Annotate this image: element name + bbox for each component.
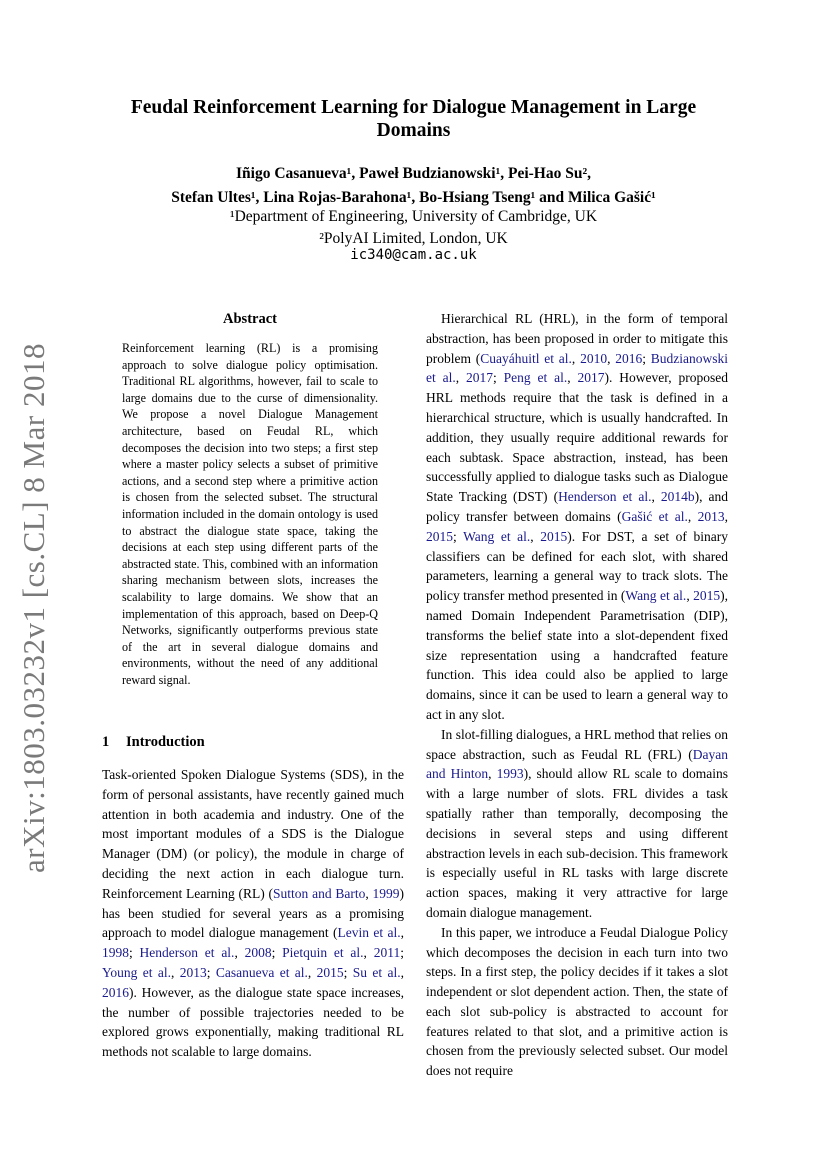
author-list	[100, 162, 727, 210]
citation-link[interactable]: 2015	[693, 588, 721, 604]
citation-link[interactable]: 2011	[373, 945, 401, 961]
text-run: ;	[343, 964, 353, 980]
citation-link[interactable]: 2017	[466, 370, 494, 386]
text-run: ), should allow RL scale to domains with a large number of slots. FRL divides a task spatially rather than temporally, decomposing the decisions in several steps and using different abstraction levels in each sub-decision. This framework is especially useful in RL tasks with large discrete action spaces, making it very attractive for large domain dialogue management.	[426, 766, 728, 920]
text-run: ,	[488, 766, 497, 782]
citation-link[interactable]: Gašić et al.	[621, 508, 688, 524]
text-run: ,	[455, 370, 467, 386]
section-heading-introduction	[102, 734, 205, 751]
text-run: ,	[607, 350, 616, 366]
author-line-2: Stefan Ultes¹, Lina Rojas-Barahona¹, Bo-Hsiang Tseng¹ and Milica Gašić¹	[171, 189, 656, 206]
citation-link[interactable]: Peng et al.	[503, 370, 568, 386]
text-run: ), and policy transfer between domains (	[426, 489, 728, 524]
citation-link[interactable]: 1999	[372, 885, 400, 901]
text-run: ,	[567, 370, 578, 386]
citation-link[interactable]: Dayan and Hinton	[426, 746, 728, 782]
text-run: ,	[363, 945, 374, 961]
abstract-text: Reinforcement learning (RL) is a promising approach to solve dialogue policy optimisation. Traditional RL algorithms, however, fail to scale to large domains due to the curse of dimensionality. We propose a novel Dialogue Management architecture, based on Feudal RL, which decomposes the decision into two steps; a first step where a master policy selects a subset of primitive actions, and a second step where a primitive action is chosen from the selected subset. The structural information included in the domain ontology is used to abstract the dialogue state space, taking the decisions at each step using different parts of the abstracted state. This, combined with an information sharing mechanism between slots, increases the scalability to large domains. We show that an implementation of this approach, based on Deep-Q Networks, significantly outperforms previous state of the art in several dialogue domains and environments, without the need of any additional reward signal.	[122, 341, 378, 687]
citation-link[interactable]: 1993	[496, 766, 524, 782]
citation-link[interactable]: 2016	[615, 350, 643, 366]
citation-link[interactable]: 1998	[102, 945, 129, 961]
intro-paragraph-1	[102, 765, 404, 1062]
intro-paragraph-2	[426, 309, 728, 725]
text-run: ;	[493, 370, 504, 386]
citation-link[interactable]: Cuayáhuitl et al.	[480, 350, 572, 366]
arxiv-identifier: arXiv:1803.03232v1 [cs.CL] 8 Mar 2018	[16, 343, 51, 873]
left-column-body	[102, 765, 404, 1062]
citation-link[interactable]: Sutton and Barto	[273, 885, 366, 901]
text-run: Hierarchical RL (HRL), in the form of temporal abstraction, has been proposed in order to mitigate this problem (	[426, 311, 728, 366]
citation-link[interactable]: 2014b	[660, 489, 695, 505]
text-run: ,	[687, 508, 698, 524]
text-run: ,	[400, 964, 405, 980]
citation-link[interactable]: 2017	[577, 370, 605, 386]
citation-link[interactable]: 2013	[697, 508, 725, 524]
text-run: ,	[234, 945, 245, 961]
citation-link[interactable]: Young et al.	[102, 964, 171, 980]
text-run: ,	[686, 588, 694, 604]
text-run: ;	[271, 945, 283, 961]
right-column-body	[426, 309, 728, 1081]
citation-link[interactable]: 2015	[316, 964, 344, 980]
citation-link[interactable]: Wang et al.	[625, 588, 687, 604]
citation-link[interactable]: Budzianowski et al.	[426, 350, 729, 386]
text-run: ;	[642, 350, 651, 366]
section-number: 1	[102, 734, 110, 750]
citation-link[interactable]: Pietquin et al.	[282, 945, 364, 961]
text-run: ,	[400, 925, 404, 941]
text-run: ), named Domain Independent Parametrisation (DIP), transforms the belief state into a slot-dependent fixed size representation using a handcrafted feature function. This idea could also be applied to large domains, since it can be used to learn a general way to act in any slot.	[426, 588, 729, 722]
arxiv-side-stamp	[12, 343, 56, 873]
text-run: ,	[651, 489, 661, 505]
text-run: ;	[206, 964, 216, 980]
text-run: Task-oriented Spoken Dialogue Systems (SDS), in the form of personal assistants, have recently gained much attention in both academia and industry. One of the most important modules of a SDS is the Dialogue Manager (DM) (or policy), the module in charge of deciding the next action in each dialogue turn. Reinforcement Learning (RL) (	[102, 767, 404, 901]
citation-link[interactable]: 2010	[580, 350, 608, 366]
text-run: ). However, proposed HRL methods require that the task is defined in a hierarchical structure, which is usually handcrafted. In addition, they usually require additional rewards for each subtask. Space abstraction, instead, has been successfully applied to dialogue tasks such as Dialogue State Tracking (DST) (	[426, 370, 728, 505]
text-run: ,	[530, 528, 541, 544]
abstract-heading: Abstract	[223, 311, 277, 327]
citation-link[interactable]: 2016	[102, 984, 129, 1000]
text-run: ,	[307, 964, 317, 980]
text-run: In slot-filling dialogues, a HRL method that relies on space abstraction, such as Feudal RL (FRL) (	[426, 726, 728, 762]
citation-link[interactable]: 2008	[244, 945, 272, 961]
citation-link[interactable]: 2015	[540, 528, 568, 544]
text-run: ) has been studied for several years as a promising approach to model dialogue management (	[102, 885, 404, 941]
affiliation-2: ²PolyAI Limited, London, UK	[319, 230, 508, 247]
text-run: ). However, as the dialogue state space increases, the number of possible trajectories needed to be explored grows exponentially, making traditional RL methods not scalable to large domains.	[102, 984, 404, 1060]
text-run: ;	[453, 528, 464, 544]
text-run: ;	[400, 945, 404, 961]
affiliation-1: ¹Department of Engineering, University of Cambridge, UK	[229, 208, 598, 225]
citation-link[interactable]: Casanueva et al.	[215, 964, 308, 980]
paper-title: Feudal Reinforcement Learning for Dialogue Management in Large Domains	[130, 97, 697, 141]
section-title: Introduction	[126, 734, 205, 750]
citation-link[interactable]: 2015	[426, 528, 453, 544]
intro-paragraph-4: In this paper, we introduce a Feudal Dialogue Policy which decomposes the decision in each turn into two steps. In a first step, the policy decides if it takes a slot independent or slot dependent action. Then, the state of each slot sub-policy is abstracted to account for features related to that slot, and a primitive action is chosen from the previously selected subset. Our model does not require	[426, 924, 728, 1079]
text-run: ,	[571, 350, 581, 366]
text-run: ,	[365, 885, 373, 901]
citation-link[interactable]: Henderson et al.	[139, 945, 235, 961]
contact-email: ic340@cam.ac.uk	[350, 247, 477, 263]
citation-link[interactable]: 2013	[179, 964, 207, 980]
text-run: ,	[724, 508, 729, 524]
citation-link[interactable]: Levin et al.	[337, 925, 401, 941]
text-run: ;	[129, 945, 140, 961]
citation-link[interactable]: Su et al.	[352, 964, 401, 980]
author-line-1: Iñigo Casanueva¹, Paweł Budzianowski¹, Pei-Hao Su²,	[236, 165, 591, 182]
citation-link[interactable]: Wang et al.	[463, 528, 531, 544]
text-run: ,	[170, 964, 180, 980]
citation-link[interactable]: Henderson et al.	[558, 489, 652, 505]
intro-paragraph-3	[426, 725, 728, 923]
text-run: ). For DST, a set of binary classifiers can be defined for each slot, with shared parameters, learning a general way to track slots. The policy transfer method presented in (	[426, 528, 728, 604]
affiliations	[100, 206, 727, 250]
